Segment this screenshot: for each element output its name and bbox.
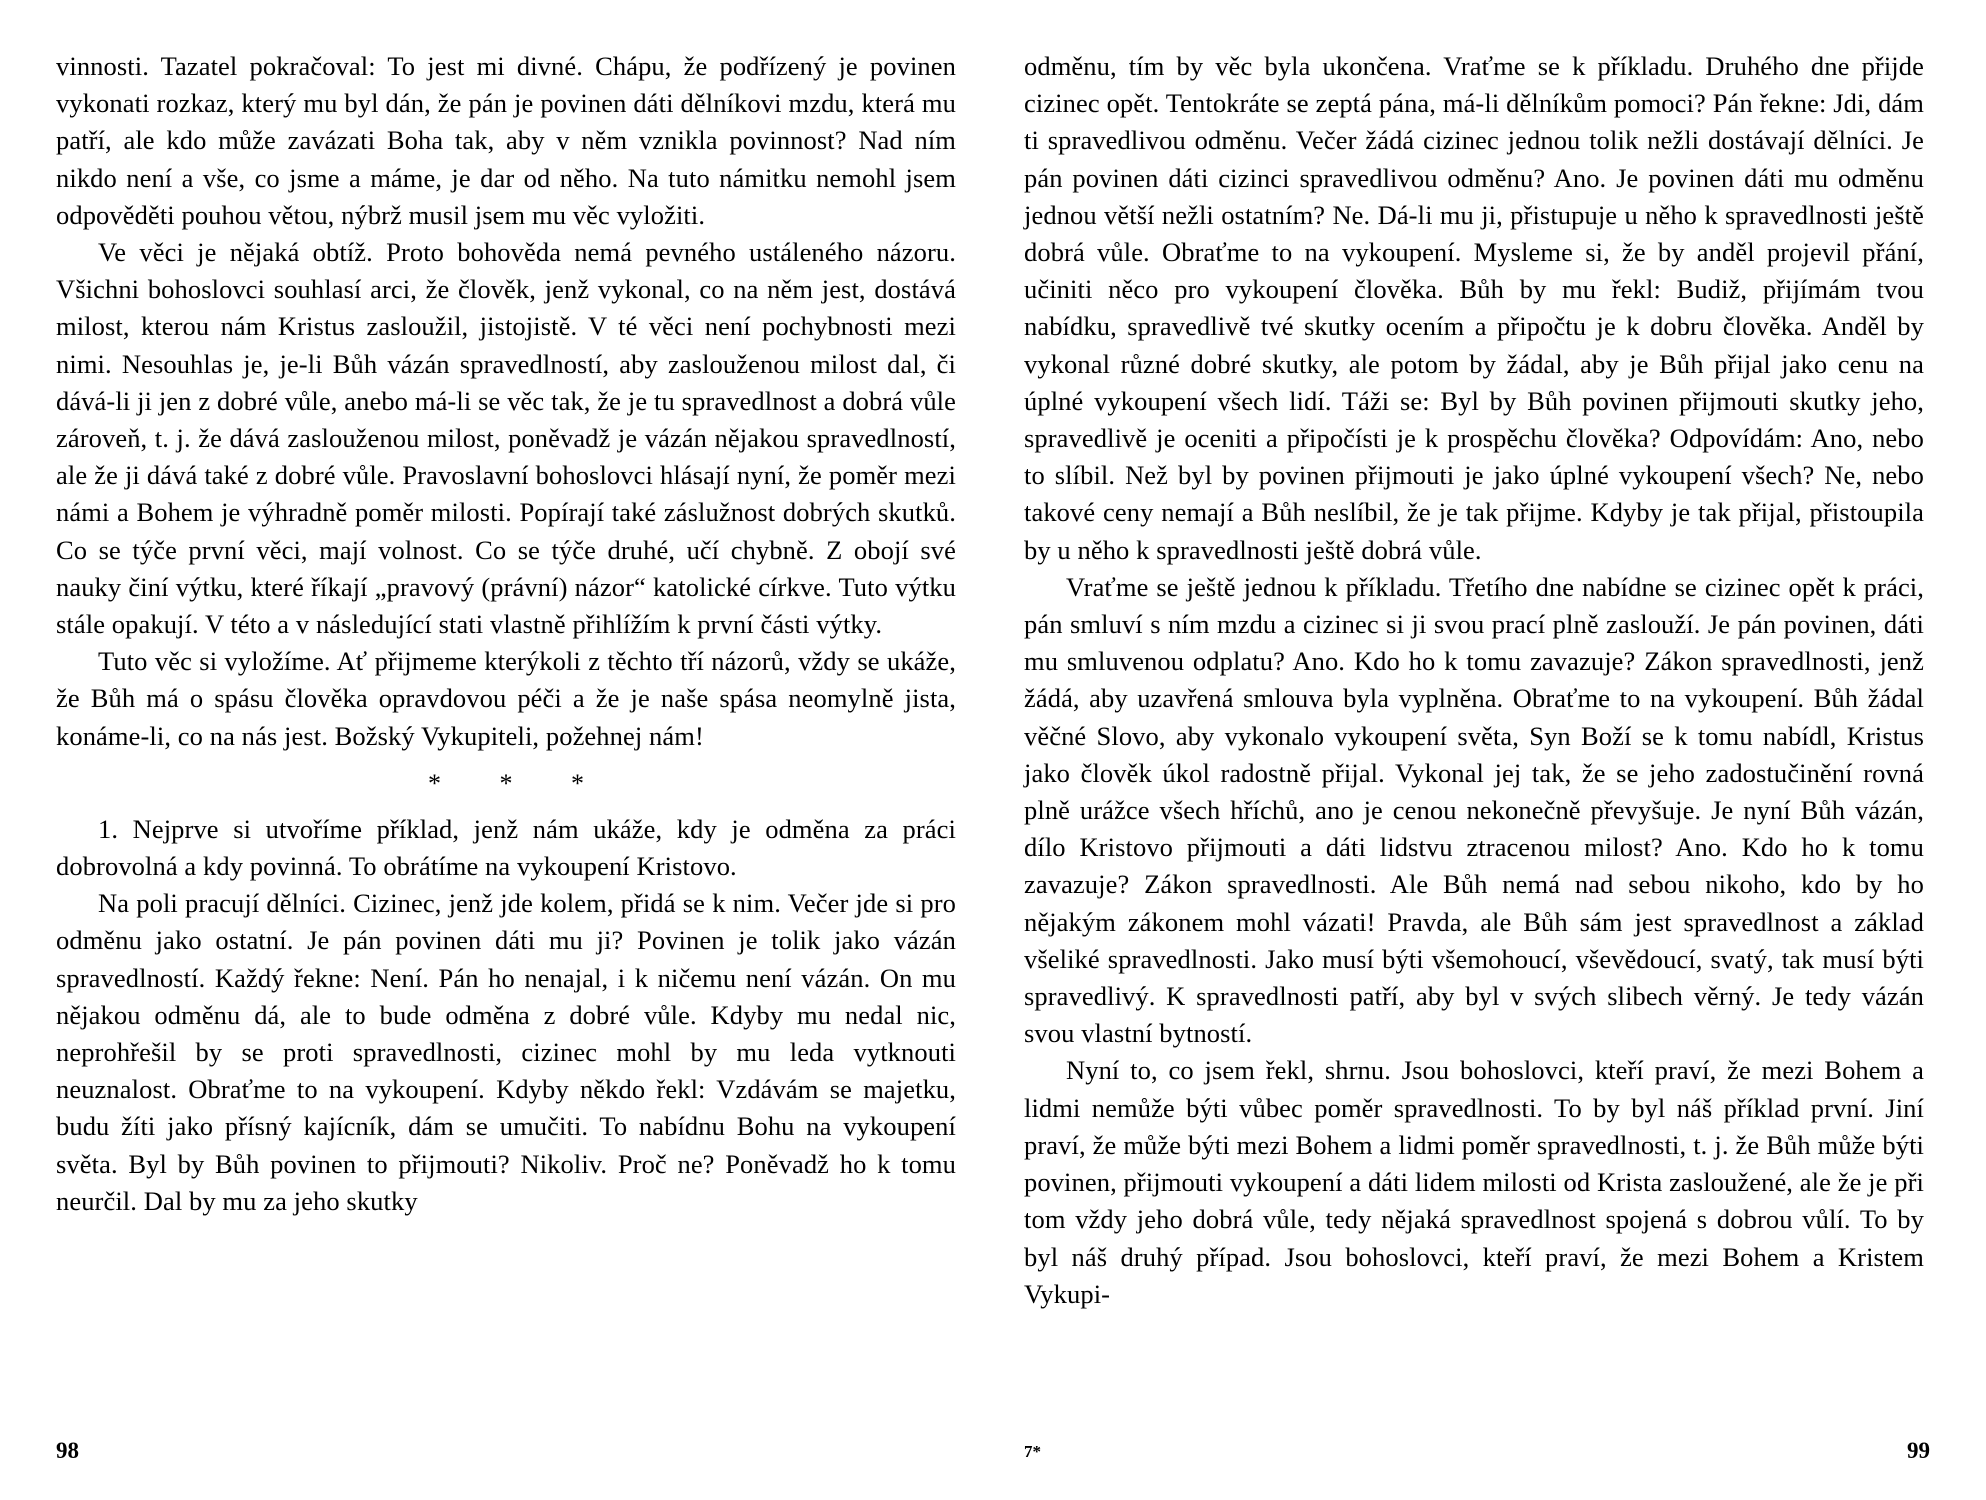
folio-left: 98 — [56, 1438, 79, 1463]
paragraph: odměnu, tím by věc byla ukončena. Vraťme se k příkladu. Druhého dne přijde cizinec opět. Tentokráte se zeptá pána, má-li dělníkům pomoci? Pán řekne: Jdi, dám ti spravedlivou odměnu. Večer žádá cizinec jednou tolik nežli dostávají dělníci. Je pán povinen dáti cizinci spravedlivou odměnu? Ano. Je povinen dáti mu odměnu jednou větší nežli ostatním? Ne. Dá-li mu ji, přistupuje u něho k spravedlnosti ještě dobrá vůle. Obraťme to na vykoupení. Mysleme si, že by anděl projevil přání, učiniti něco pro vykoupení člověka. Bůh by mu řekl: Budiž, přijímám tvou nabídku, spravedlivě tvé skutky ocením a připočtu je k dobru člověka. Anděl by vykonal různé dobré skutky, ale potom by žádal, aby je Bůh přijal jako cenu na úplné vykoupení všech lidí. Táži se: Byl by Bůh povinen přijmouti skutky jeho, spravedlivě je oceniti a připočísti je k prospěchu člověka? Odpovídám: Ano, nebo to slíbil. Než byl by povinen přijmouti je jako úplné vykoupení všech? Ne, nebo takové ceny nemají a Bůh neslíbil, že je tak přijme. Kdyby je tak přijal, přistoupila by u něho k spravedlnosti ještě dobrá vůle. — [1024, 51, 1924, 565]
paragraph: Na poli pracují dělníci. Cizinec, jenž jde kolem, přidá se k nim. Večer jde si pro odměnu jako ostatní. Je pán povinen dáti mu ji? Povinen je tolik jako vázán spravedlností. Každý řekne: Není. Pán ho nenajal, i k ničemu není vázán. On mu nějakou odměnu dá, ale to bude odměna z dobré vůle. Kdyby mu nedal nic, neprohřešil by se proti spravedlnosti, cizinec mohl by mu leda vytknouti neuznalost. Obraťme to na vykoupení. Kdyby někdo řekl: Vzdávám se majetku, budu žíti jako přísný kajícník, dám se umučiti. To nabídnu Bohu na vykoupení světa. Byl by Bůh povinen to přijmouti? Nikoliv. Proč ne? Poněvadž ho k tomu neurčil. Dal by mu za jeho skutky — [56, 888, 956, 1216]
left-page-column — [56, 48, 956, 1358]
paragraph: Ve věci je nějaká obtíž. Proto bohověda nemá pevného ustáleného názoru. Všichni bohoslovci souhlasí arci, že člověk, jenž vykonal, co na něm jest, dostává milost, kterou nám Kristus zasloužil, jistojistě. V té věci není pochybnosti mezi nimi. Nesouhlas je, je-li Bůh vázán spravedlností, aby zaslouženou milost dal, či dává-li ji jen z dobré vůle, anebo má-li se věc tak, že je tu spravedlnost a dobrá vůle zároveň, t. j. že dává zaslouženou milost, poněvadž je vázán nějakou spravedlností, ale že ji dává také z dobré vůle. Pravoslavní bohoslovci hlásají nyní, že poměr mezi námi a Bohem je výhradně poměr milosti. Popírají také záslužnost dobrých skutků. Co se týče první věci, mají volnost. Co se týče druhé, učí chybně. Z obojí své nauky činí výtku, které říkají „pravový (právní) názor“ katolické církve. Tuto výtku stále opakují. V této a v následující stati vlastně přihlížím k první části výtky. — [56, 237, 956, 640]
two-column-text-body — [56, 48, 1930, 1358]
signature-mark: 7* — [1024, 1442, 1041, 1461]
paragraph: 1. Nejprve si utvoříme příklad, jenž nám ukáže, kdy je odměna za práci dobrovolná a kdy povinná. To obrátíme na vykoupení Kristovo. — [56, 813, 956, 882]
paragraph: Vraťme se ještě jednou k příkladu. Třetího dne nabídne se cizinec opět k práci, pán smluví s ním mzdu a cizinec si ji svou prací plně zaslouží. Je pán povinen, dáti mu smluvenou odplatu? Ano. Kdo ho k tomu zavazuje? Zákon spravedlnosti, jenž žádá, aby uzavřená smlouva byla vyplněna. Obraťme to na vykoupení. Bůh žádal věčné Slovo, aby vykonalo vykoupení světa, Syn Boží se k tomu nabídl, Kristus jako člověk úkol radostně přijal. Vykonal jej tak, že se jeho zadostučinění rovná plně urážce všech hříchů, ano je cenou nekonečně převyšuje. Je nyní Bůh vázán, dílo Kristovo přijmouti a dáti lidstvu ztracenou milost? Ano. Kdo ho k tomu zavazuje? Zákon spravedlnosti. Ale Bůh nemá nad sebou nikoho, kdo by ho nějakým zákonem mohl vázati! Pravda, ale Bůh sám jest spravedlnost a základ všeliké spravedlnosti. Jako musí býti všemohoucí, vševědoucí, svatý, tak musí býti spravedlivý. K spravedlnosti patří, aby byl v svých slibech věrný. Je tedy vázán svou vlastní bytností. — [1024, 571, 1924, 1049]
right-page-column — [1024, 48, 1924, 1358]
paragraph: Tuto věc si vyložíme. Ať přijmeme kterýkoli z těchto tří názorů, vždy se ukáže, že Bůh má o spásu člověka opravdovou péči a že je naše spása neomylně jista, konáme-li, co na nás jest. Božský Vykupiteli, požehnej nám! — [56, 646, 956, 751]
paragraph: Nyní to, co jsem řekl, shrnu. Jsou bohoslovci, kteří praví, že mezi Bohem a lidmi nemůže býti vůbec poměr spravedlnosti. To by byl náš příklad první. Jiní praví, že může býti mezi Bohem a lidmi poměr spravedlnosti, t. j. že Bůh může býti povinen, přijmouti vykoupení a dáti lidem milosti od Krista zasloužené, ale že je při tom vždy jeho dobrá vůle, tedy nějaká spravedlnost spojená s dobrou vůlí. To by byl náš druhý případ. Jsou bohoslovci, kteří praví, že mezi Bohem a Kristem Vykupi- — [1024, 1055, 1924, 1309]
section-separator: * * * — [428, 768, 610, 798]
folio-right: 99 — [1907, 1438, 1930, 1463]
page-footer — [56, 1424, 1930, 1464]
paragraph: vinnosti. Tazatel pokračoval: To jest mi divné. Chápu, že podřízený je povinen vykonati rozkaz, který mu byl dán, že pán je povinen dáti dělníkovi mzdu, která mu patří, ale kdo může zavázati Boha tak, aby v něm vznikla povinnost? Nad ním nikdo není a vše, co jsme a máme, je dar od něho. Na tuto námitku nemohl jsem odpověděti pouhou větou, nýbrž musil jsem mu věc vyložiti. — [56, 51, 956, 230]
